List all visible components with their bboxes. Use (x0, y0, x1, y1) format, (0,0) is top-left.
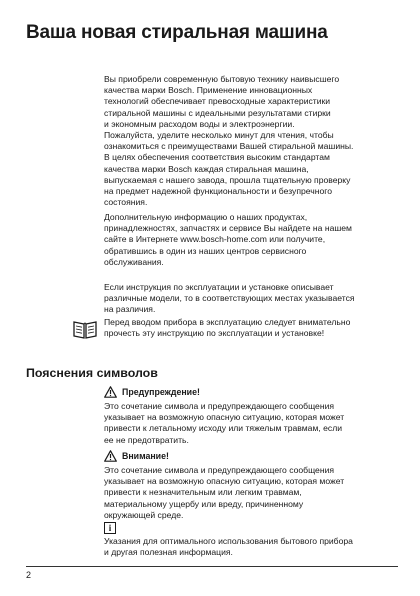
caution-heading-label: Внимание! (122, 451, 169, 461)
warning-description: Это сочетание символа и предупреждающего сообщения указывает на возможную опасную ситуацию, которая может привести к летальному исходу или тяжелым травмам, если ее не предотвратить. (104, 401, 345, 445)
read-manual-paragraph: Перед вводом прибора в эксплуатацию следует внимательно прочесть эту инструкцию по эксплуатации и установке! (104, 317, 351, 339)
warning-heading (104, 386, 200, 398)
more-info-paragraph: Дополнительную информацию о наших продуктах, принадлежностях, запчастях и сервисе Вы найдете на нашем сайте в Интернете www.bosch-home.com или получите, обратившись в один из наших центров сервисного обслуживания. (104, 212, 352, 267)
warning-heading-label: Предупреждение! (122, 387, 200, 397)
book-icon (72, 318, 98, 340)
intro-paragraph: Вы приобрели современную бытовую технику наивысшего качества марки Bosch. Применение инновационных технологий обеспечивает превосходные характеристики стиральной машины с идеальными результатами стирки и экономным расходом воды и электроэнергии. Пожалуйста, уделите несколько минут для чтения, чтобы ознакомиться с преимуществами Вашей стиральной машины. В целях обеспечения соответствия высоким стандартам качества марки Bosch каждая стиральная машина, выпускаемая с нашего завода, прошла тщательную проверку на предмет надежной функциональности и безупречного состояния. (104, 74, 354, 208)
page-number: 2 (26, 570, 32, 580)
caution-description: Это сочетание символа и предупреждающего сообщения указывает на возможную опасную ситуацию, которая может привести к незначительным или легким травмам, материальному ущербу или вреду, причиненному окружающей среде. (104, 465, 345, 520)
info-description: Указания для оптимального использования бытового прибора и другая полезная информация. (104, 536, 353, 558)
page-title: Ваша новая стиральная машина (26, 22, 328, 43)
footer-divider (26, 566, 398, 567)
info-icon: i (104, 522, 116, 534)
models-paragraph: Если инструкция по эксплуатации и установке описывает различные модели, то в соответствующих местах указывается на различия. (104, 282, 355, 315)
caution-heading (104, 450, 169, 462)
warning-triangle-icon (104, 386, 117, 398)
warning-triangle-icon (104, 450, 117, 462)
section-title: Пояснения символов (26, 366, 158, 380)
